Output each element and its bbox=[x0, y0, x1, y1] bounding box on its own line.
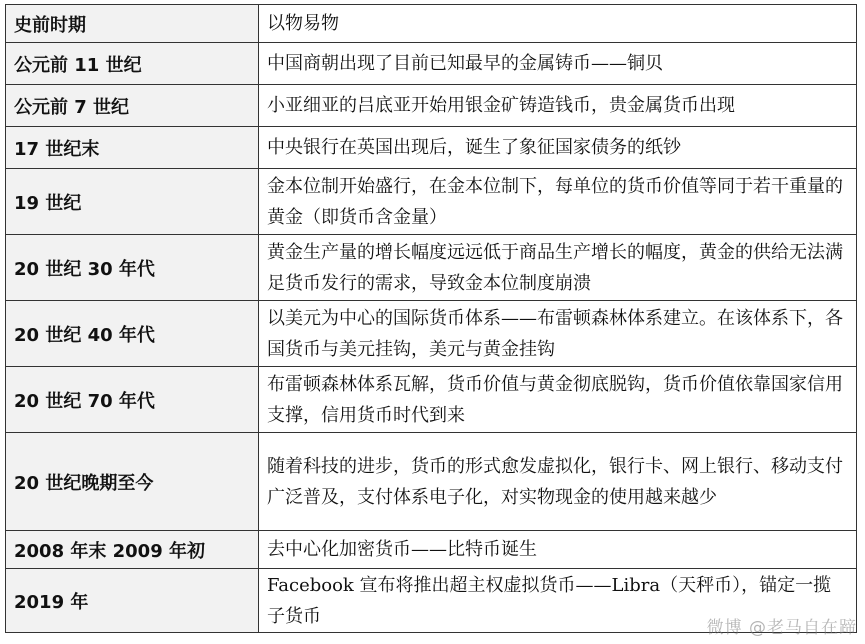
period-cell: 20 世纪晚期至今 bbox=[6, 433, 259, 531]
event-cell: 去中心化加密货币——比特币诞生 bbox=[259, 531, 857, 569]
period-cell: 公元前 11 世纪 bbox=[6, 43, 259, 85]
event-cell: 以美元为中心的国际货币体系——布雷顿森林体系建立。在该体系下，各国货币与美元挂钩，美元与黄金挂钩 bbox=[259, 301, 857, 367]
table-row bbox=[6, 531, 857, 569]
table-row bbox=[6, 43, 857, 85]
money-history-table bbox=[5, 4, 857, 633]
event-cell: 随着科技的进步，货币的形式愈发虚拟化，银行卡、网上银行、移动支付广泛普及，支付体系电子化，对实物现金的使用越来越少 bbox=[259, 433, 857, 531]
period-cell: 20 世纪 40 年代 bbox=[6, 301, 259, 367]
event-cell: 中央银行在英国出现后，诞生了象征国家债务的纸钞 bbox=[259, 127, 857, 169]
table-row bbox=[6, 5, 857, 43]
table-row bbox=[6, 301, 857, 367]
period-cell: 2008 年末 2009 年初 bbox=[6, 531, 259, 569]
event-cell: 中国商朝出现了目前已知最早的金属铸币——铜贝 bbox=[259, 43, 857, 85]
table-row bbox=[6, 127, 857, 169]
table-row bbox=[6, 85, 857, 127]
event-cell: 以物易物 bbox=[259, 5, 857, 43]
table-row bbox=[6, 433, 857, 531]
period-cell: 2019 年 bbox=[6, 569, 259, 633]
period-cell: 史前时期 bbox=[6, 5, 259, 43]
event-cell: 金本位制开始盛行，在金本位制下，每单位的货币价值等同于若干重量的黄金（即货币含金量） bbox=[259, 169, 857, 235]
table-row bbox=[6, 235, 857, 301]
table-row bbox=[6, 367, 857, 433]
weibo-watermark: 微博 @老马自在蹄 bbox=[706, 618, 857, 638]
period-cell: 20 世纪 30 年代 bbox=[6, 235, 259, 301]
table-row bbox=[6, 169, 857, 235]
period-cell: 17 世纪末 bbox=[6, 127, 259, 169]
event-cell: 布雷顿森林体系瓦解，货币价值与黄金彻底脱钩，货币价值依靠国家信用支撑，信用货币时代到来 bbox=[259, 367, 857, 433]
event-cell: Facebook 宣布将推出超主权虚拟货币——Libra（天秤币），锚定一揽子货币 bbox=[259, 569, 857, 633]
period-cell: 公元前 7 世纪 bbox=[6, 85, 259, 127]
event-cell: 黄金生产量的增长幅度远远低于商品生产增长的幅度，黄金的供给无法满足货币发行的需求，导致金本位制度崩溃 bbox=[259, 235, 857, 301]
event-cell: 小亚细亚的吕底亚开始用银金矿铸造钱币，贵金属货币出现 bbox=[259, 85, 857, 127]
period-cell: 20 世纪 70 年代 bbox=[6, 367, 259, 433]
period-cell: 19 世纪 bbox=[6, 169, 259, 235]
